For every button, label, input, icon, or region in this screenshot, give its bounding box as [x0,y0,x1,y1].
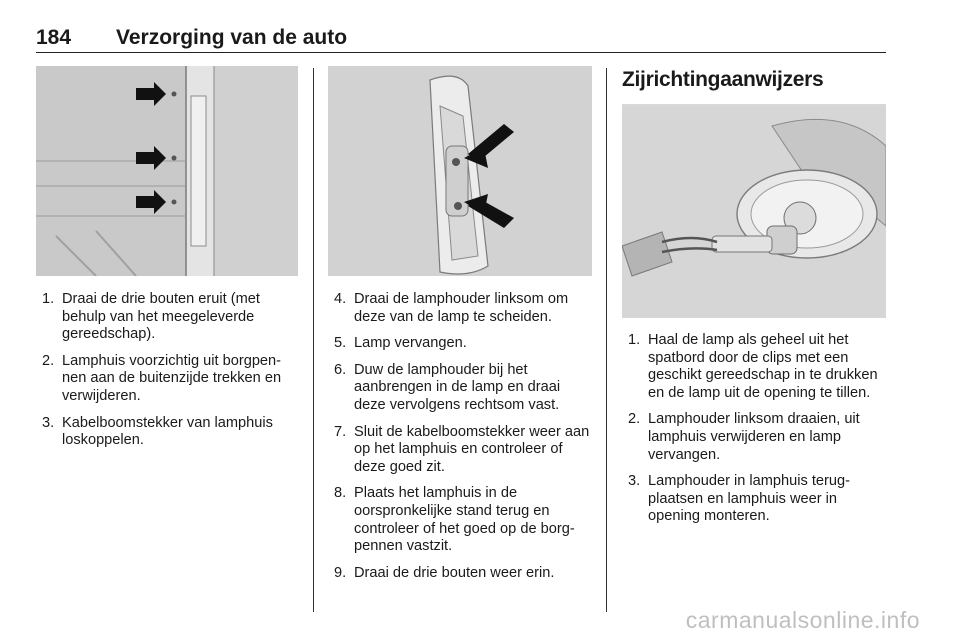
list-item: 2. Lamphouder linksom draaien, uit lamphuis verwijderen en lamp vervangen. [628,411,860,463]
page-header [36,26,886,53]
lamp-housing-illustration [328,66,592,276]
list-item: 1. Haal de lamp als geheel uit het spatbord door de clips met een geschikt gereedschap in te drukken en de lamp uit de opening te tillen. [628,332,878,401]
column-divider-1 [313,68,314,612]
steps-list-1 [36,291,298,450]
list-item: 4. Draai de lamphouder linksom om deze van de lamp te scheiden. [334,291,569,325]
steps-list-2 [328,291,592,582]
tail-lamp-bolts-illustration [36,66,298,276]
section-heading: Zijrichtingaanwijzers [622,68,824,91]
list-item: 3. Lamphouder in lamphuis terugplaatsen en lamphuis weer in opening monteren. [628,473,851,525]
list-item: 6. Duw de lamphouder bij het aanbrengen in de lamp en draai deze vervolgens rechtsom vast. [334,361,561,413]
list-item: 2. Lamphuis voorzichtig uit borgpennen aan de buitenzijde trekken en verwijderen. [42,352,282,404]
list-item: 8. Plaats het lamphuis in de oorspronkelijke stand terug en controleer of het goed op de borgpennen vastzit. [334,485,575,555]
list-item: 7. Sluit de kabelboomstekker weer aan op het lamphuis en controleer of deze goed zit. [334,423,590,475]
list-item: 1. Draai de drie bouten eruit (met behulp van het meegeleverde gereedschap). [42,291,260,343]
column-2 [328,66,592,591]
chapter-title: Verzorging van de auto [116,26,348,49]
column-1 [36,66,298,459]
list-item: 9. Draai de drie bouten weer erin. [334,564,555,581]
column-divider-2 [606,68,607,612]
list-item: 5. Lamp vervangen. [334,335,467,352]
list-item: 3. Kabelboomstekker van lamphuis loskoppelen. [42,414,273,449]
turn-signal-lamp-illustration [622,104,886,318]
page-number: 184 [36,26,72,49]
steps-list-3 [622,332,886,526]
watermark: carmanualsonline.info [685,607,920,633]
column-3 [622,66,886,535]
